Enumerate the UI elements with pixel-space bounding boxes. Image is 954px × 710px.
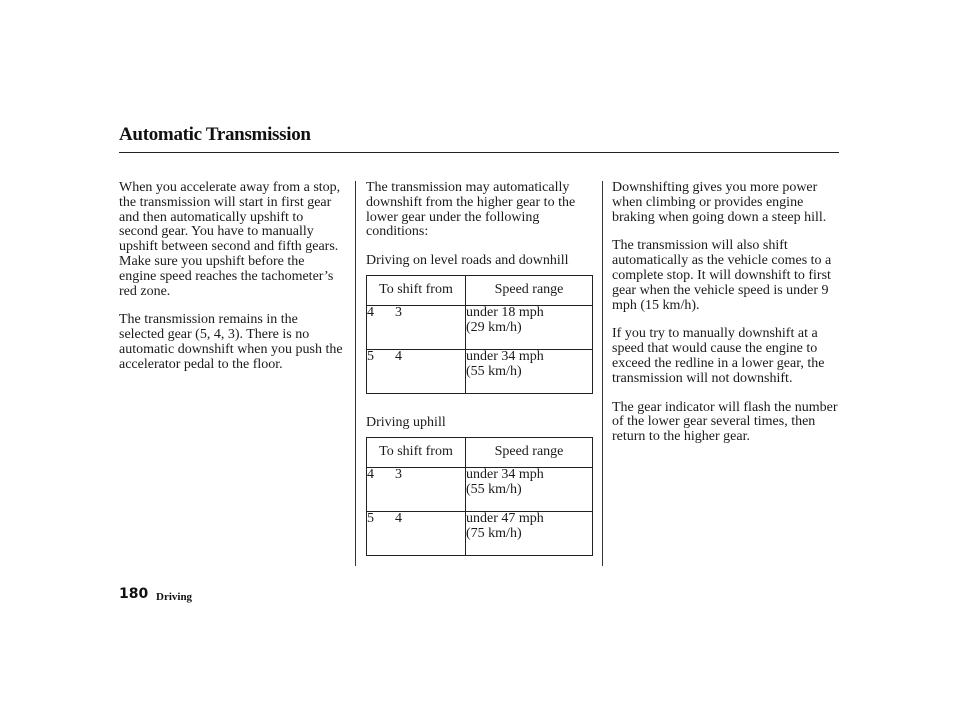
gear-to: 3: [395, 304, 402, 320]
column-divider-1: [355, 181, 356, 566]
paragraph-gear-indicator: The gear indicator will flash the number of the lower gear several times, then return to the higher gear.: [612, 399, 838, 445]
paragraph-redline: If you try to manually downshift at a speed that would cause the engine to exceed the redline in a lower gear, the transmission will not downshift.: [612, 326, 825, 386]
table-row: [367, 349, 593, 393]
paragraph-downshift-power: Downshifting gives you more power when climbing or provides engine braking when going down a steep hill.: [612, 180, 827, 225]
paragraph-downshift-intro: The transmission may automatically downshift from the higher gear to the lower gear under the following conditions:: [366, 180, 576, 240]
shift-table-level-downhill: [366, 275, 593, 394]
paragraph-upshift: When you accelerate away from a stop, the transmission will start in first gear and then automatically upshift to second gear. You have to manually upshift between second and fifth gears. Make sure you upshift before the engine speed reaches the tachometer’s red zone.: [119, 180, 341, 299]
cell-speed-range: [466, 349, 593, 393]
shift-table-uphill: [366, 437, 593, 556]
column-middle: [366, 181, 594, 578]
header-speed-range: Speed range: [466, 437, 593, 467]
gear-from: 4: [367, 466, 374, 482]
page-number: 180: [119, 586, 149, 602]
table-row: [367, 305, 593, 349]
condition-uphill: Driving uphill: [366, 414, 446, 430]
table-row: [367, 511, 593, 555]
table-header-row: [367, 275, 593, 305]
gear-to: 4: [395, 348, 402, 364]
header-shift-from: To shift from: [367, 437, 466, 467]
gear-to: 4: [395, 510, 402, 526]
speed-mph: under 47 mph: [466, 510, 544, 526]
cell-shift-from: [367, 305, 466, 349]
speed-kmh: (55 km/h): [466, 363, 522, 379]
gear-from: 4: [367, 304, 374, 320]
speed-kmh: (75 km/h): [466, 525, 522, 541]
page-title: Automatic Transmission: [119, 124, 311, 145]
paragraph-auto-stop-shift: The transmission will also shift automatically as the vehicle comes to a complete stop. It will downshift to first gear when the vehicle speed is under 9 mph (15 km/h).: [612, 238, 832, 313]
column-divider-2: [602, 181, 603, 566]
cell-shift-from: [367, 511, 466, 555]
cell-speed-range: [466, 305, 593, 349]
speed-mph: under 34 mph: [466, 466, 544, 482]
speed-kmh: (55 km/h): [466, 481, 522, 497]
gear-from: 5: [367, 348, 374, 364]
speed-mph: under 34 mph: [466, 348, 544, 364]
gear-to: 3: [395, 466, 402, 482]
table-row: [367, 467, 593, 511]
condition-level-downhill: Driving on level roads and downhill: [366, 253, 569, 269]
cell-speed-range: [466, 511, 593, 555]
gear-from: 5: [367, 510, 374, 526]
column-right: [612, 181, 848, 459]
header-shift-from: To shift from: [367, 275, 466, 305]
section-name: Driving: [156, 591, 193, 603]
paragraph-selected-gear: The transmission remains in the selected gear (5, 4, 3). There is no automatic downshift when you push the accelerator pedal to the floor.: [119, 312, 343, 372]
table-header-row: [367, 437, 593, 467]
speed-mph: under 18 mph: [466, 304, 544, 320]
cell-speed-range: [466, 467, 593, 511]
cell-shift-from: [367, 467, 466, 511]
speed-kmh: (29 km/h): [466, 319, 522, 335]
column-left: [119, 181, 345, 387]
cell-shift-from: [367, 349, 466, 393]
title-divider: [119, 152, 839, 153]
header-speed-range: Speed range: [466, 275, 593, 305]
